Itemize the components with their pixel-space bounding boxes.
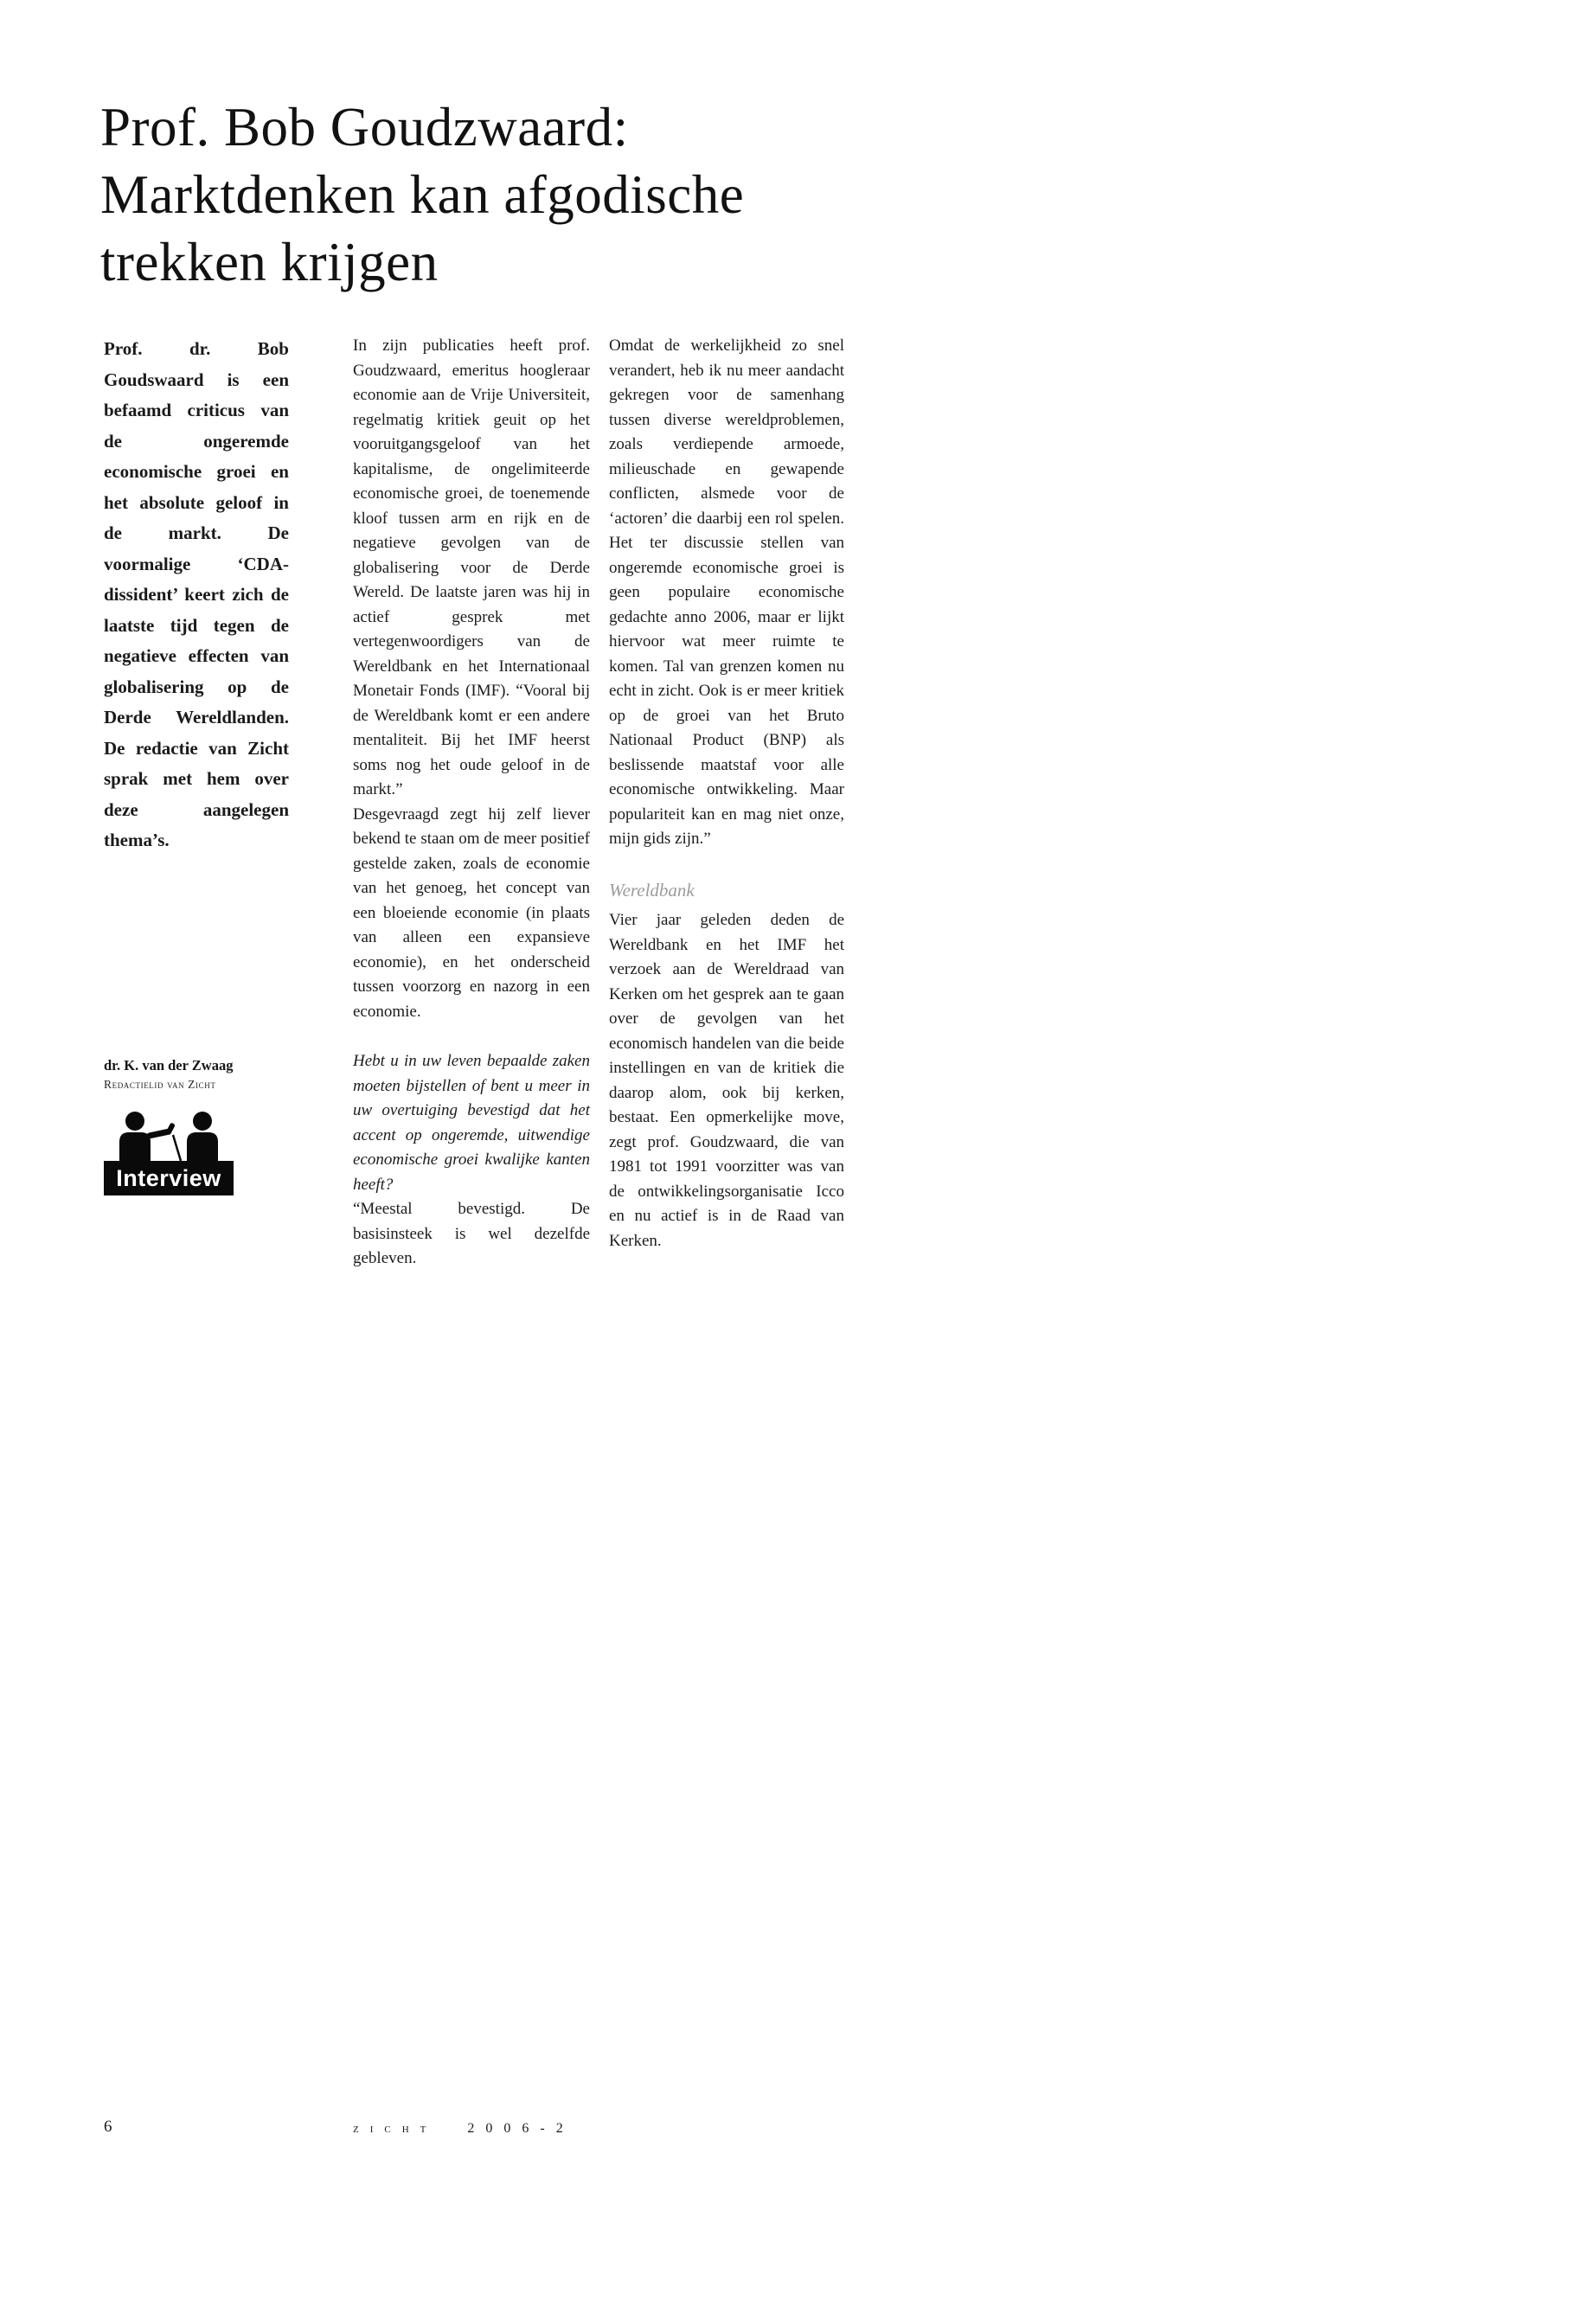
intro-column xyxy=(104,334,289,856)
title-line-1: Prof. Bob Goudzwaard: xyxy=(100,97,629,157)
interview-question: Hebt u in uw leven bepaalde zaken moeten bijstellen of bent u meer in uw overtuiging bevestigd dat het accent op ongeremde, uitwendige economische groei kwalijke kanten heeft? xyxy=(353,1052,590,1194)
body-paragraph: “Meestal bevestigd. De basisinsteek is wel dezelfde gebleven. xyxy=(353,1200,590,1267)
body-paragraph: Desgevraagd zegt hij zelf liever bekend te staan om de meer positief gestelde zaken, zoals de economie van het genoeg, het concept van een bloeiende economie (in plaats van alleen een expansieve economie), en het onderscheid tussen voorzorg en nazorg in een economie. xyxy=(353,804,590,1021)
author-name: dr. K. van der Zwaag xyxy=(104,1057,234,1074)
interview-badge xyxy=(104,1111,234,1195)
journal-issue: zicht 2006-2 xyxy=(353,2121,574,2136)
title-line-2: Marktdenken kan afgodische xyxy=(100,164,745,225)
author-role: Redactielid van Zicht xyxy=(104,1078,216,1091)
body-paragraph: Omdat de werkelijkheid zo snel verandert, heb ik nu meer aandacht gekregen voor de samenhang tussen diverse wereldproblemen, zoals verdiepende armoede, milieuschade en gewapende conflicten, alsmede voor de ‘actoren’ die daarbij een rol spelen. Het ter discussie stellen van ongeremde economische groei is geen populaire economische gedachte anno 2006, maar er lijkt hiervoor wat meer ruimte te komen. Tal van grenzen komen nu echt in zicht. Ook is er meer kritiek op de groei van het Bruto Nationaal Product (BNP) als beslissende maatstaf voor alle economische ontwikkeling. Maar populariteit kan en mag niet onze, mijn gids zijn.” xyxy=(609,336,844,848)
title-line-3: trekken krijgen xyxy=(100,232,439,292)
interview-label: Interview xyxy=(116,1164,221,1191)
page-number: 6 xyxy=(104,2118,112,2136)
intro-paragraph: Prof. dr. Bob Goudswaard is een befaamd criticus van de ongeremde economische groei en het absolute geloof in de markt. De voormalige ‘CDA-dissident’ keert zich de laatste tijd tegen de negatieve effecten van globalisering op de Derde Wereldlanden. De redactie van Zicht sprak met hem over deze aangelegen thema’s. xyxy=(104,338,289,850)
interview-microphone-icon xyxy=(112,1111,227,1161)
author-block xyxy=(104,1057,233,1092)
body-paragraph: Vier jaar geleden deden de Wereldbank en het IMF het verzoek aan de Wereldraad van Kerken om het gesprek aan te gaan over de gevolgen van het economisch handelen van die beide instellingen en van de kritiek die daarop alom, ook bij kerken, bestaat. Een opmerkelijke move, zegt prof. Goudzwaard, die van 1981 tot 1991 voorzitter was van de ontwikkelingsorganisatie Icco en nu actief is in de Raad van Kerken. xyxy=(609,911,844,1250)
article-column-middle xyxy=(353,334,590,1272)
article-column-right xyxy=(609,334,844,1253)
section-heading-wereldbank: Wereldbank xyxy=(609,879,695,901)
article-title xyxy=(100,93,744,296)
body-paragraph: In zijn publicaties heeft prof. Goudzwaard, emeritus hoogleraar economie aan de Vrije Universiteit, regelmatig kritiek geuit op het vooruitgangsgeloof van het kapitalisme, de ongelimiteerde economische groei, de toenemende kloof tussen arm en rijk en de negatieve gevolgen van de globalisering voor de Derde Wereld. De laatste jaren was hij in actief gesprek met vertegenwoordigers van de Wereldbank en het Internationaal Monetair Fonds (IMF). “Vooral bij de Wereldbank komt er een andere mentaliteit. Bij het IMF heerst soms nog het oude geloof in de markt.” xyxy=(353,336,590,798)
interview-label-bar xyxy=(104,1161,234,1195)
